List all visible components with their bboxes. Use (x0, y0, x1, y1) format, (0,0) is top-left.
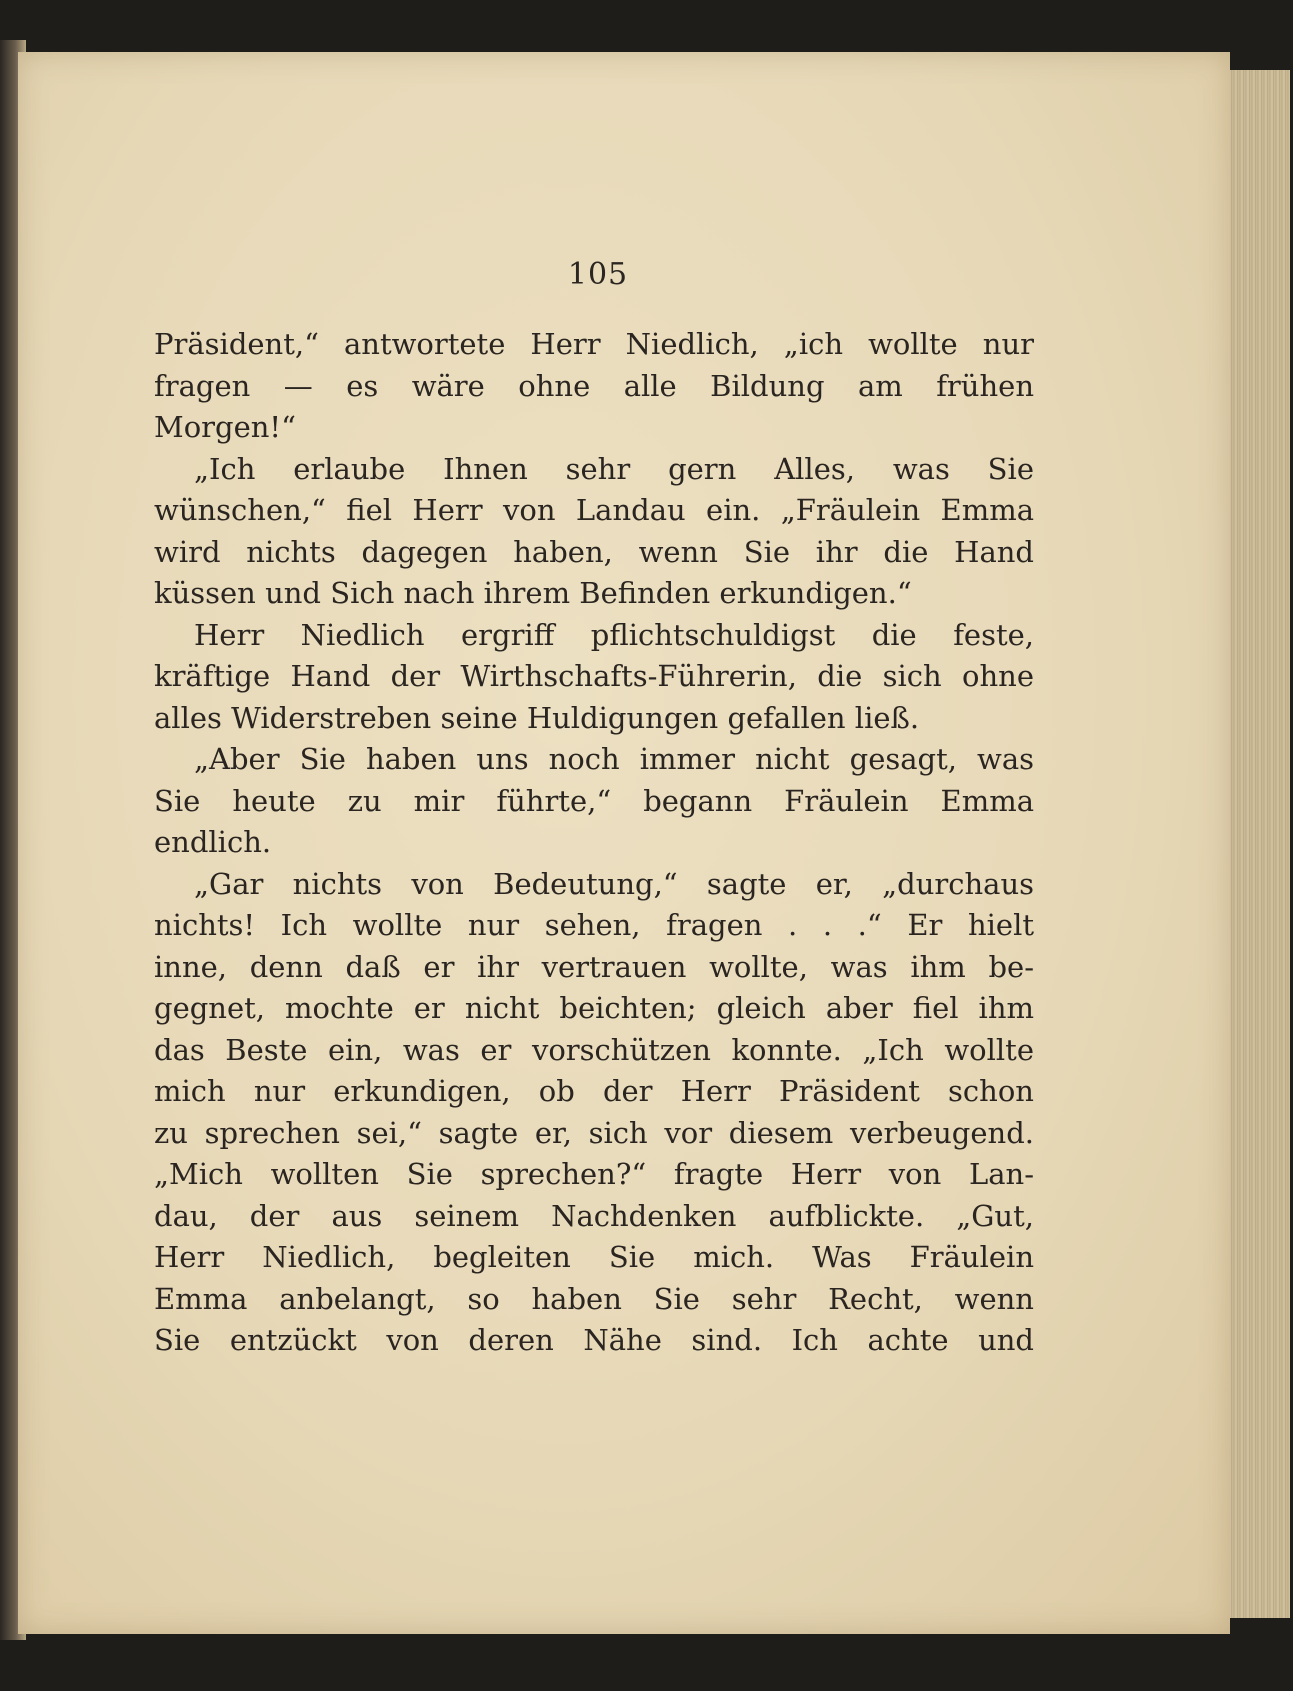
text-line: Sie heute zu mir führte,“ begann Fräulein Emma (154, 783, 1034, 818)
text-line: Morgen!“ (154, 410, 296, 444)
text-line: kräftige Hand der Wirthschafts-Führerin, die sich ohne (154, 659, 1034, 693)
text-line: zu sprechen sei,“ sagte er, sich vor diesem verbeugend. (154, 1115, 1034, 1150)
text-line: Herr Niedlich ergriff pflichtschuldigst die feste, (194, 617, 1034, 652)
text-line: alles Widerstreben seine Huldigungen gefallen ließ. (154, 700, 920, 735)
text-line: fragen — es wäre ohne alle Bildung am frühen (154, 368, 1034, 403)
text-line: mich nur erkundigen, ob der Herr Präsident schon (154, 1074, 1034, 1108)
text-line: das Beste ein, was er vorschützen konnte. „Ich wollte (154, 1032, 1034, 1067)
text-line: wünschen,“ fiel Herr von Landau ein. „Fräulein Emma (154, 493, 1034, 527)
text-line: dau, der aus seinem Nachdenken aufblickte. „Gut, (154, 1198, 1034, 1233)
text-line: Herr Niedlich, begleiten Sie mich. Was Fräulein (154, 1240, 1034, 1274)
text-line: „Mich wollten Sie sprechen?“ fragte Herr von Lan- (154, 1157, 1034, 1191)
body-text (154, 324, 1034, 1362)
text-line: „Ich erlaube Ihnen sehr gern Alles, was Sie (194, 451, 1034, 486)
text-line: wird nichts dagegen haben, wenn Sie ihr die Hand (154, 534, 1034, 569)
page-number: 105 (567, 257, 629, 292)
text-line: nichts! Ich wollte nur sehen, fragen . . .“ Er hielt (154, 908, 1034, 942)
page-paper (18, 52, 1230, 1634)
text-line: Sie entzückt von deren Nähe sind. Ich achte und (154, 1323, 1034, 1357)
text-line: „Aber Sie haben uns noch immer nicht gesagt, was (194, 742, 1034, 776)
text-line: küssen und Sich nach ihrem Befinden erkundigen.“ (154, 576, 912, 610)
text-line: Emma anbelangt, so haben Sie sehr Recht, wenn (154, 1281, 1034, 1316)
text-line: Präsident,“ antwortete Herr Niedlich, „ich wollte nur (154, 327, 1034, 361)
text-line: inne, denn daß er ihr vertrauen wollte, was ihm be- (154, 949, 1034, 984)
text-line: „Gar nichts von Bedeutung,“ sagte er, „durchaus (194, 866, 1034, 901)
text-line: gegnet, mochte er nicht beichten; gleich aber fiel ihm (154, 991, 1034, 1025)
text-line: endlich. (154, 825, 272, 859)
